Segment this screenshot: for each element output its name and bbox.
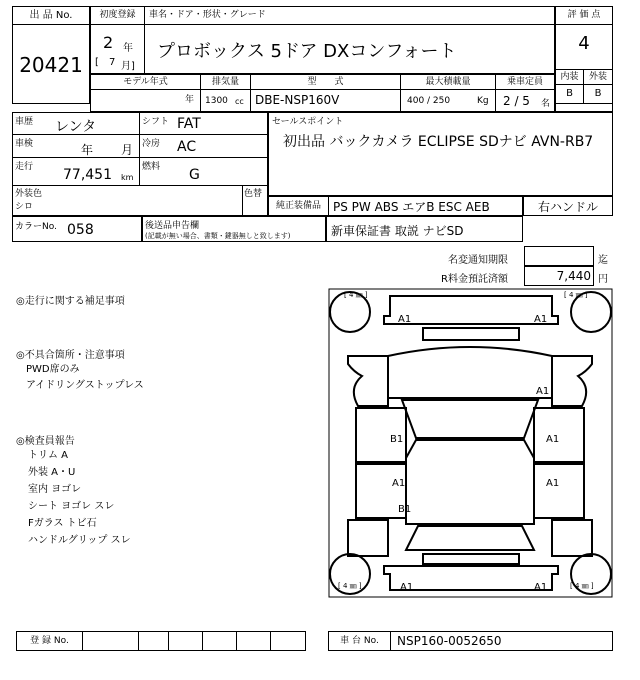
- post-install-box: [142, 216, 326, 242]
- model-year-value: 年: [91, 90, 201, 111]
- steering-box: [523, 196, 613, 216]
- history-label: 車歴: [15, 117, 34, 127]
- ac-label: 冷房: [142, 139, 161, 149]
- right-rear-door: [534, 464, 584, 518]
- rear-panel: [423, 554, 519, 564]
- exterior-label: 外装: [584, 69, 612, 85]
- shift-label: シフト: [142, 117, 170, 127]
- color-value: シロ: [15, 202, 34, 212]
- title-box: [90, 6, 555, 74]
- inspection-year-unit: 年: [81, 143, 94, 157]
- fuel-value: G: [189, 167, 200, 183]
- inspector-list: [28, 447, 131, 549]
- damage-mark: B1: [398, 504, 412, 515]
- capacity-label: 乗車定員: [496, 75, 554, 90]
- name-change-unit: 迄: [598, 255, 608, 266]
- inspection-month-unit: 月: [121, 143, 134, 157]
- list-item: 外装 A・U: [28, 467, 76, 478]
- mileage-unit: km: [121, 173, 134, 182]
- equipment-box: [268, 196, 523, 216]
- color-no-box: [12, 216, 142, 242]
- hood: [388, 347, 552, 398]
- equipment-label: 純正装備品: [269, 197, 329, 215]
- ac-value: AC: [177, 139, 197, 155]
- details-box: [12, 112, 268, 216]
- month-open: [: [95, 57, 99, 68]
- list-item: シート ヨゴレ スレ: [28, 501, 115, 512]
- windshield: [402, 400, 538, 438]
- lot-box: [12, 6, 90, 104]
- list-item: PWD席のみ: [26, 364, 80, 375]
- lot-number: 20421: [19, 53, 83, 77]
- first-reg-year-unit: 年: [123, 43, 133, 54]
- month-close: 月]: [121, 61, 135, 72]
- recycle-label: R料金預託済額: [441, 274, 508, 285]
- defects-heading: ◎不具合箇所・注意事項: [16, 350, 125, 361]
- sales-box: [268, 112, 613, 196]
- warranty-box: [326, 216, 523, 242]
- damage-mark: A1: [400, 582, 414, 593]
- chassis-label: 車 台 No.: [329, 632, 391, 650]
- damage-mark: A1: [398, 314, 412, 325]
- sales-text: 初出品 バックカメラ ECLIPSE SDナビ AVN-RB7: [283, 134, 594, 150]
- recycle-field: [524, 266, 594, 286]
- name-change-field: [524, 246, 594, 266]
- steering-value: 右ハンドル: [537, 200, 598, 214]
- name-change-label: 名変通知期限: [448, 255, 508, 266]
- type-label: 型 式: [251, 75, 401, 90]
- list-item: アイドリングストップレス: [26, 380, 144, 391]
- car-name: プロボックス 5ドア DXコンフォート: [157, 41, 457, 62]
- right-rear-fender: [552, 520, 592, 556]
- tire-depth-front-right: [ 4 ㎜ ]: [564, 291, 588, 299]
- first-reg-label: 初度登録: [91, 7, 145, 25]
- history-value: レンタ: [55, 119, 97, 135]
- chassis-box: [328, 631, 613, 651]
- color-change-label: 色替: [244, 189, 263, 199]
- shift-value: FAT: [177, 116, 201, 132]
- recycle-unit: 円: [598, 274, 608, 285]
- equipment-value: PS PW ABS エアB ESC AEB: [333, 200, 490, 214]
- damage-mark: A1: [534, 582, 548, 593]
- chassis-value: NSP160-0052650: [397, 634, 502, 648]
- capacity-value: 2 / 5: [503, 94, 530, 108]
- score-label: 評 価 点: [556, 7, 612, 25]
- model-year-label: モデル年式: [91, 75, 201, 90]
- warranty-value: 新車保証書 取説 ナビSD: [331, 224, 464, 238]
- inspector-heading: ◎検査員報告: [16, 436, 75, 447]
- lot-label: 出 品 No.: [13, 7, 89, 25]
- list-item: Fガラス トビ石: [28, 518, 97, 529]
- rear-glass: [406, 526, 534, 550]
- recycle-value: 7,440: [556, 269, 591, 283]
- first-reg-year: 2: [103, 33, 114, 52]
- interior-grade: B: [556, 85, 584, 103]
- list-item: 室内 ヨゴレ: [28, 484, 82, 495]
- capacity-unit: 名: [541, 99, 551, 109]
- fuel-label: 燃料: [142, 162, 161, 172]
- list-item: ハンドルグリップ スレ: [28, 535, 131, 546]
- load-value: 400 / 250: [407, 96, 451, 106]
- list-item: トリム A: [28, 450, 69, 461]
- displacement-label: 排気量: [201, 75, 251, 90]
- left-rear-fender: [348, 520, 388, 556]
- damage-mark: A1: [392, 478, 406, 489]
- displacement-unit: cc: [235, 97, 244, 106]
- load-label: 最大積載量: [401, 75, 496, 90]
- damage-mark: A1: [534, 314, 548, 325]
- first-reg-month: 7: [109, 57, 116, 68]
- roof: [406, 440, 534, 524]
- spec-row: [90, 74, 555, 112]
- post-install-label: 後送品申告欄: [145, 221, 200, 231]
- tire-depth-rear-left: [ 4 ㎜ ]: [338, 582, 362, 590]
- right-front-fender: [552, 356, 592, 406]
- inspection-label: 車検: [15, 139, 34, 149]
- mileage-label: 走行: [15, 162, 34, 172]
- driving-heading: ◎走行に関する補足事項: [16, 296, 125, 307]
- damage-mark: B1: [390, 434, 404, 445]
- score-box: [555, 6, 613, 104]
- load-unit: Kg: [477, 96, 489, 106]
- score-value: 4: [578, 33, 590, 54]
- post-install-note: (記載が無い場合、書類・鍵器無しと致します): [145, 232, 291, 240]
- registration-box: [16, 631, 306, 651]
- color-label: 外装色: [15, 189, 43, 199]
- sales-label: セールスポイント: [272, 117, 344, 127]
- color-no-label: カラーNo.: [15, 222, 57, 232]
- defects-list: [26, 362, 144, 394]
- displacement-value: 1300: [205, 96, 228, 106]
- car-damage-diagram: [328, 288, 613, 598]
- left-front-fender: [348, 356, 388, 406]
- tire-depth-front-left: [ 4 ㎜ ]: [344, 291, 368, 299]
- damage-mark: A1: [546, 478, 560, 489]
- color-no-value: 058: [67, 222, 94, 238]
- interior-label: 内装: [556, 69, 584, 85]
- damage-mark: A1: [536, 386, 550, 397]
- tire-depth-rear-right: [ 4 ㎜ ]: [570, 582, 594, 590]
- exterior-grade: B: [594, 88, 602, 99]
- registration-label: 登 録 No.: [17, 632, 83, 650]
- car-name-label: 車名・ドア・形状・グレード: [145, 7, 554, 25]
- grille: [423, 328, 519, 340]
- damage-mark: A1: [546, 434, 560, 445]
- type-value: DBE-NSP160V: [251, 90, 401, 111]
- mileage-value: 77,451: [63, 167, 112, 183]
